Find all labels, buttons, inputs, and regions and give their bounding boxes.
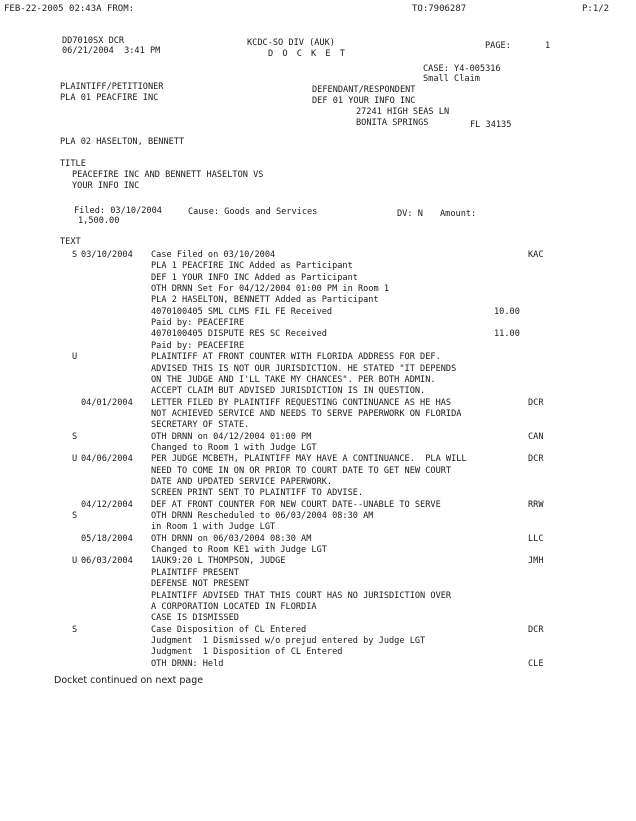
claim-amount: 1,500.00 xyxy=(78,216,120,226)
defendant-city: BONITA SPRINGS xyxy=(356,118,429,128)
defendant-state-zip: FL 34135 xyxy=(470,120,512,130)
plaintiff-2: PLA 02 HASELTON, BENNETT xyxy=(60,137,185,147)
entry-text: SCREEN PRINT SENT TO PLAINTIFF TO ADVISE. xyxy=(151,488,364,499)
continued-footer: Docket continued on next page xyxy=(54,675,204,686)
case-type: Small Claim xyxy=(423,74,480,84)
entry-initials: RRW xyxy=(528,499,544,510)
entry-initials: JMH xyxy=(528,556,544,567)
entry-text: A CORPORATION LOCATED IN FLORDIA xyxy=(151,601,317,612)
entry-flag: U xyxy=(72,352,78,363)
amount-label: Amount: xyxy=(440,209,477,219)
fax-to-number: TO:7906287 xyxy=(412,4,467,14)
entry-text: ON THE JUDGE AND I'LL TAKE MY CHANCES". PER BOTH ADMIN. xyxy=(151,374,436,385)
entry-initials: LLC xyxy=(528,533,544,544)
title-line-2: YOUR INFO INC xyxy=(72,181,140,191)
entry-text: OTH DRNN: Held xyxy=(151,658,224,669)
entry-initials: DCR xyxy=(528,624,544,635)
entry-date: 03/10/2004 xyxy=(81,250,133,260)
entry-text: Case Filed on 03/10/2004 xyxy=(151,250,276,260)
entry-text: PLAINTIFF ADVISED THAT THIS COURT HAS NO JURISDICTION OVER xyxy=(151,590,452,601)
defendant-street: 27241 HIGH SEAS LN xyxy=(356,107,450,117)
title-line-1: PEACEFIRE INC AND BENNETT HASELTON VS xyxy=(72,170,264,180)
filed-date: Filed: 03/10/2004 xyxy=(74,206,162,216)
entry-text: 1AUK9:20 L THOMPSON, JUDGE xyxy=(151,556,286,567)
entry-flag: S xyxy=(72,624,78,635)
fax-page-count: P:1/2 xyxy=(582,4,610,14)
entry-initials: CAN xyxy=(528,431,544,442)
entry-initials: DCR xyxy=(528,397,544,408)
entry-text: in Room 1 with Judge LGT xyxy=(151,522,276,533)
page-label: PAGE: xyxy=(485,41,511,51)
entry-text: Paid by: PEACEFIRE xyxy=(151,318,245,329)
entry-flag: U xyxy=(72,454,78,465)
entry-date: 06/03/2004 xyxy=(81,556,133,567)
entry-text: LETTER FILED BY PLAINTIFF REQUESTING CONTINUANCE AS HE HAS xyxy=(151,397,452,408)
entry-amount: 11.00 xyxy=(494,329,520,340)
fax-date-from: FEB-22-2005 02:43A FROM: xyxy=(4,4,135,14)
entry-flag: U xyxy=(72,556,78,567)
entry-initials: DCR xyxy=(528,454,544,465)
cause: Cause: Goods and Services xyxy=(188,207,318,217)
title-label: TITLE xyxy=(60,159,86,169)
dv-indicator: DV: N xyxy=(397,209,423,219)
plaintiff-heading: PLAINTIFF/PETITIONER xyxy=(60,82,164,92)
entry-text: Paid by: PEACEFIRE xyxy=(151,340,245,351)
entry-text: DEFENSE NOT PRESENT xyxy=(151,579,250,590)
entry-initials: KAC xyxy=(528,250,544,260)
entry-text: NOT ACHIEVED SERVICE AND NEEDS TO SERVE PAPERWORK ON FLORIDA xyxy=(151,408,462,419)
entry-text: SECRETARY OF STATE. xyxy=(151,420,250,431)
entry-text: PLA 2 HASELTON, BENNETT Added as Participant xyxy=(151,295,379,306)
entry-text: Case Disposition of CL Entered xyxy=(151,624,307,635)
entry-text: DEF 1 YOUR INFO INC Added as Participant xyxy=(151,272,358,283)
entry-text: Judgment 1 Disposition of CL Entered xyxy=(151,647,343,658)
entry-text: ACCEPT CLAIM BUT ADVISED JURISDICTION IS IN QUESTION. xyxy=(151,386,426,397)
docket-title: D O C K E T xyxy=(268,49,347,59)
entry-text: PLAINTIFF PRESENT xyxy=(151,567,239,578)
entry-text: PLA 1 PEACFIRE INC Added as Participant xyxy=(151,261,353,272)
entry-flag: S xyxy=(72,431,78,442)
plaintiff-1: PLA 01 PEACFIRE INC xyxy=(60,93,159,103)
entry-text: Judgment 1 Dismissed w/o prejud entered by Judge LGT xyxy=(151,635,426,646)
entry-text: OTH DRNN Set For 04/12/2004 01:00 PM in Room 1 xyxy=(151,284,389,295)
report-id: DD7010SX DCR xyxy=(62,36,125,46)
entry-date: 05/18/2004 xyxy=(81,533,133,544)
entry-initials: CLE xyxy=(528,658,544,669)
entry-text: Changed to Room 1 with Judge LGT xyxy=(151,442,317,453)
entry-date: 04/12/2004 xyxy=(81,499,133,510)
entry-text: PER JUDGE MCBETH, PLAINTIFF MAY HAVE A CONTINUANCE. PLA WILL xyxy=(151,454,467,465)
text-label: TEXT xyxy=(60,237,81,247)
defendant-heading: DEFENDANT/RESPONDENT xyxy=(312,85,416,95)
entry-text: 4070100405 SML CLMS FIL FE Received xyxy=(151,306,333,317)
entry-text: OTH DRNN Rescheduled to 06/03/2004 08:30 AM xyxy=(151,511,374,522)
report-date-time: 06/21/2004 3:41 PM xyxy=(62,46,161,56)
entry-amount: 10.00 xyxy=(494,306,520,317)
entry-text: NEED TO COME IN ON OR PRIOR TO COURT DATE TO GET NEW COURT xyxy=(151,465,452,476)
entry-text: CASE IS DISMISSED xyxy=(151,613,239,624)
entry-text: PLAINTIFF AT FRONT COUNTER WITH FLORIDA ADDRESS FOR DEF. xyxy=(151,352,441,363)
entry-text: OTH DRNN on 04/12/2004 01:00 PM xyxy=(151,431,312,442)
entry-flag: S xyxy=(72,250,78,260)
court-name: KCDC-SO DIV (AUK) xyxy=(247,38,335,48)
case-number: CASE: Y4-005316 xyxy=(423,64,501,74)
entry-flag: S xyxy=(72,511,78,522)
entry-text: DATE AND UPDATED SERVICE PAPERWORK. xyxy=(151,477,333,487)
entry-text: ADVISED THIS IS NOT OUR JURISDICTION. HE STATED "IT DEPENDS xyxy=(151,363,457,374)
entry-date: 04/06/2004 xyxy=(81,454,133,465)
entry-text: Changed to Room KE1 with Judge LGT xyxy=(151,545,327,556)
entry-text: DEF AT FRONT COUNTER FOR NEW COURT DATE--UNABLE TO SERVE xyxy=(151,499,441,510)
entry-text: OTH DRNN on 06/03/2004 08:30 AM xyxy=(151,533,312,544)
defendant-1: DEF 01 YOUR INFO INC xyxy=(312,96,416,106)
entry-text: 4070100405 DISPUTE RES SC Received xyxy=(151,329,327,340)
entry-date: 04/01/2004 xyxy=(81,397,133,408)
page-number: 1 xyxy=(545,41,551,51)
